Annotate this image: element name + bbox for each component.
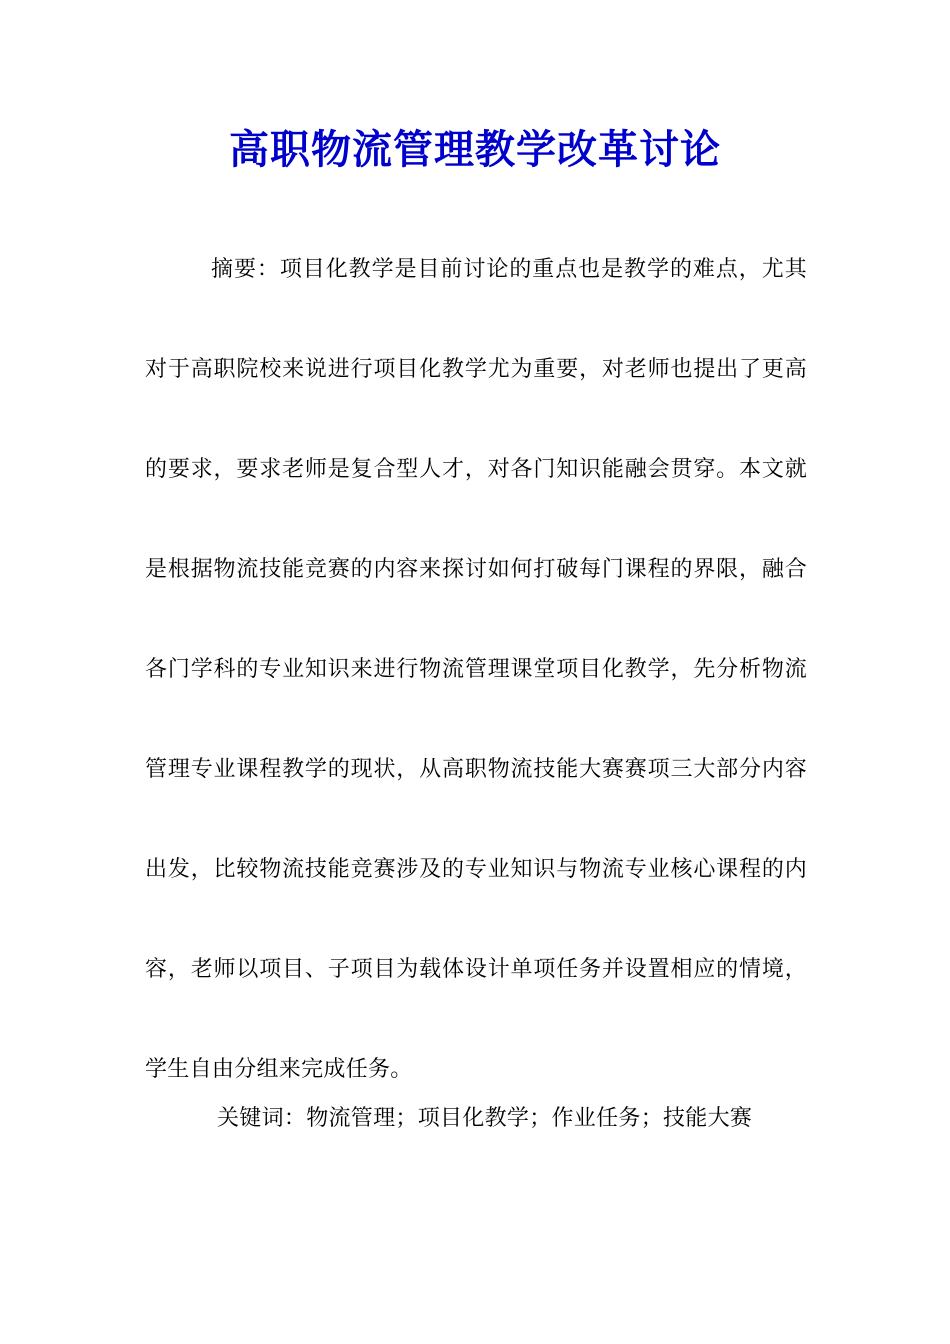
document-title: 高职物流管理教学改革讨论 [229,126,721,173]
abstract-paragraph: 摘要：项目化教学是目前讨论的重点也是教学的难点，尤其对于高职院校来说进行项目化教学尤为重要，对老师也提出了更高的要求，要求老师是复合型人才，对各门知识能融会贯穿。本文就是根据物流技能竞赛的内容来探讨如何打破每门课程的界限，融合各门学科的专业知识来进行物流管理课堂项目化教学，先分析物流管理专业课程教学的现状，从高职物流技能大赛赛项三大部分内容出发，比较物流技能竞赛涉及的专业知识与物流专业核心课程的内容，老师以项目、子项目为载体设计单项任务并设置相应的情境，学生自由分组来完成任务。 [145,257,807,1082]
keywords-line: 关键词：物流管理；项目化教学；作业任务；技能大赛 [217,1106,753,1131]
